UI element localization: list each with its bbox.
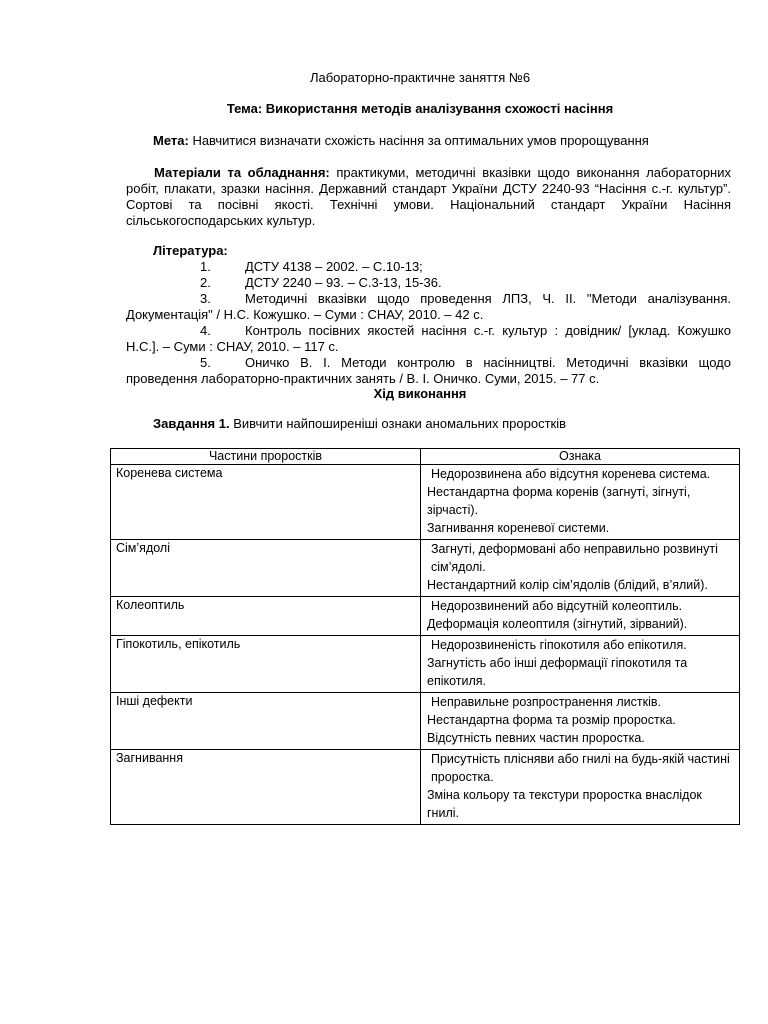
page-title: Лабораторно-практичне заняття №6 [309,70,531,85]
literature-item [126,259,731,275]
sign-line: Нестандартна форма коренів (загнуті, зігнуті, зірчасті). [427,485,691,517]
materials-paragraph [126,165,731,229]
table-row [111,636,740,693]
materials-label: Матеріали та обладнання: [154,165,330,180]
literature-item-number: 4. [200,323,211,338]
goal-text: Навчитися визначати схожість насіння за оптимальних умов пророщування [188,133,649,148]
table-cell-part: Коренева система [111,465,421,540]
table-row [111,750,740,825]
course-heading: Хід виконання [373,386,467,401]
literature-heading: Література: [153,243,228,258]
table-row [111,693,740,750]
table-cell-sign [421,693,740,750]
sign-line: Деформація колеоптиля (зігнутий, зірваний). [427,617,688,631]
sign-line: Неправильне розпространення листків. [431,695,661,709]
literature-item [126,355,731,387]
materials-text: практикуми, методичні вказівки щодо виконання лабораторних робіт, плакати, зразки насіння. Державний стандарт України ДСТУ 2240-93 “Насіння с.-г. культур”. Сортові та посівні якості. Технічні умови. Національний стандарт України Насіння сільськогосподарських культур. [126,165,731,228]
goal-paragraph [153,133,733,149]
goal-label: Мета: [153,133,189,148]
table-cell-part: Гіпокотиль, епікотиль [111,636,421,693]
task-paragraph [153,416,566,432]
sign-line: Присутність плісняви або гнилі на будь-якій частині проростка. [431,752,730,784]
literature-item-text: ДСТУ 4138 – 2002. – С.10-13; [245,259,423,274]
table-cell-sign [421,636,740,693]
sign-line: Нестандартний колір сім’ядолів (блідий, в’ялий). [427,578,708,592]
table-cell-sign [421,597,740,636]
table-cell-part: Інші дефекти [111,693,421,750]
literature-item-number: 3. [200,291,211,306]
literature-item-number: 1. [200,259,211,274]
table-row [111,597,740,636]
literature-item-number: 2. [200,275,211,290]
sign-line: Загнивання кореневої системи. [427,521,610,535]
table-row [111,465,740,540]
sign-line: Недорозвиненість гіпокотиля або епікотиля. [431,638,687,652]
sign-line: Недорозвинений або відсутній колеоптиль. [431,599,683,613]
sign-line: Загнутість або інші деформації гіпокотиля та епікотиля. [427,656,688,688]
literature-item [126,291,731,323]
literature-item-text: Методичні вказівки щодо проведення ЛПЗ, Ч. ІІ. "Методи аналізування. Документація" / Н.С. Кожушко. – Суми : СНАУ, 2010. – 42 с. [126,291,731,322]
header-sign: Ознака [421,449,740,465]
table-row [111,540,740,597]
literature-item-number: 5. [200,355,211,370]
table-header-row [111,449,740,465]
task-text: Вивчити найпоширеніші ознаки аномальних проростків [229,416,567,431]
table-cell-part: Сім’ядолі [111,540,421,597]
literature-item-text: Оничко В. І. Методи контролю в насінництві. Методичні вказівки щодо проведення лабораторно-практичних занять / В. І. Оничко. Суми, 2015. – 77 с. [126,355,731,386]
topic-heading: Тема: Використання методів аналізування схожості насіння [226,101,614,116]
literature-item [126,323,731,355]
sign-line: Нестандартна форма та розмір проростка. [427,713,676,727]
literature-list [126,259,731,387]
literature-item [126,275,731,291]
table-cell-part: Колеоптиль [111,597,421,636]
table-cell-sign [421,750,740,825]
header-parts: Частини проростків [111,449,421,465]
literature-item-text: Контроль посівних якостей насіння с.-г. культур : довідник/ [уклад. Кожушко Н.С.]. – Суми : СНАУ, 2010. – 117 с. [126,323,731,354]
sign-line: Недорозвинена або відсутня коренева система. [431,467,711,481]
sign-line: Зміна кольору та текстури проростка внаслідок гнилі. [427,788,702,820]
sign-line: Відсутність певних частин проростка. [427,731,645,745]
table-cell-sign [421,465,740,540]
task-label: Завдання 1. [153,416,230,431]
table-cell-sign [421,540,740,597]
sign-line: Загнуті, деформовані або неправильно розвинуті сім’ядолі. [431,542,718,574]
table-cell-part: Загнивання [111,750,421,825]
abnormal-seedlings-table [110,448,740,825]
literature-item-text: ДСТУ 2240 – 93. – С.3-13, 15-36. [245,275,442,290]
